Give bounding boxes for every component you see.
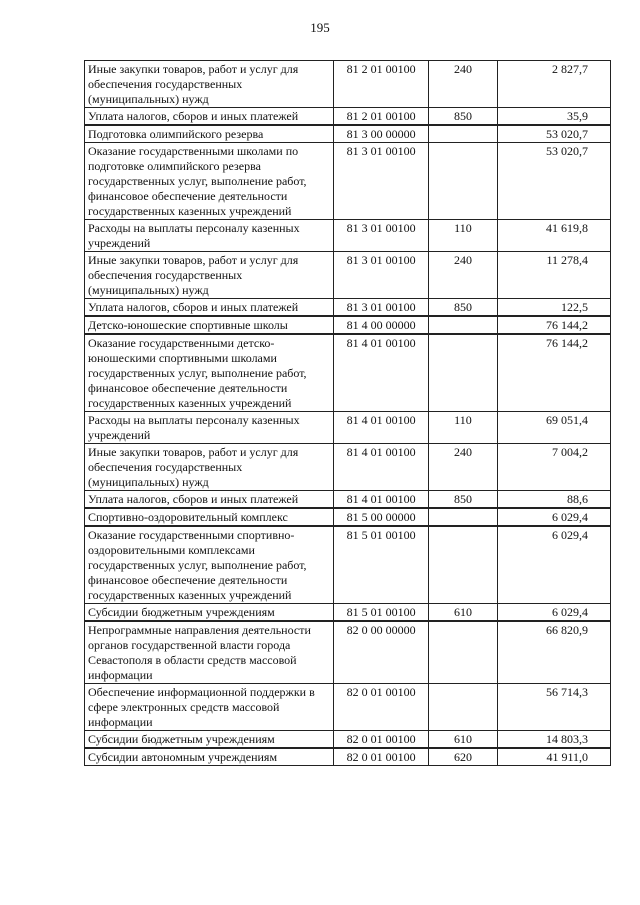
row-type-cell <box>429 526 497 604</box>
row-code-cell: 81 3 01 00100 <box>333 143 429 220</box>
row-code-cell: 81 4 01 00100 <box>333 334 429 412</box>
row-code-cell: 81 3 01 00100 <box>333 220 429 252</box>
row-name-cell: Уплата налогов, сборов и иных платежей <box>85 299 334 317</box>
row-code-cell: 81 2 01 00100 <box>333 108 429 126</box>
row-type-cell: 610 <box>429 731 497 749</box>
budget-table <box>84 60 611 766</box>
row-code-cell: 81 4 00 00000 <box>333 316 429 334</box>
row-name-cell: Спортивно-оздоровительный комплекс <box>85 508 334 526</box>
row-code-cell: 81 2 01 00100 <box>333 61 429 108</box>
table-row <box>85 61 611 108</box>
row-name-cell: Детско-юношеские спортивные школы <box>85 316 334 334</box>
table-row <box>85 684 611 731</box>
row-sum-cell: 35,9 <box>497 108 610 126</box>
table-row <box>85 491 611 509</box>
row-name-cell: Расходы на выплаты персоналу казенных учреждений <box>85 220 334 252</box>
row-code-cell: 81 5 01 00100 <box>333 526 429 604</box>
row-code-cell: 82 0 01 00100 <box>333 731 429 749</box>
row-code-cell: 82 0 00 00000 <box>333 621 429 684</box>
row-name-cell: Иные закупки товаров, работ и услуг для обеспечения государственных (муниципальных) нужд <box>85 444 334 491</box>
row-sum-cell: 122,5 <box>497 299 610 317</box>
table-row <box>85 731 611 749</box>
row-type-cell <box>429 143 497 220</box>
row-sum-cell: 7 004,2 <box>497 444 610 491</box>
row-sum-cell: 6 029,4 <box>497 508 610 526</box>
table-row <box>85 334 611 412</box>
table-row <box>85 748 611 766</box>
row-type-cell: 850 <box>429 491 497 509</box>
row-sum-cell: 69 051,4 <box>497 412 610 444</box>
table-row <box>85 604 611 622</box>
table-row <box>85 252 611 299</box>
row-code-cell: 81 4 01 00100 <box>333 412 429 444</box>
row-name-cell: Оказание государственными школами по подготовке олимпийского резерва государственных услуг, выполнение работ, финансовое обеспечение деятельности государственных казенных учреждений <box>85 143 334 220</box>
row-type-cell: 620 <box>429 748 497 766</box>
row-type-cell <box>429 508 497 526</box>
row-code-cell: 82 0 01 00100 <box>333 748 429 766</box>
row-code-cell: 81 4 01 00100 <box>333 491 429 509</box>
row-type-cell: 110 <box>429 220 497 252</box>
row-name-cell: Уплата налогов, сборов и иных платежей <box>85 108 334 126</box>
table-row <box>85 412 611 444</box>
row-code-cell: 81 3 00 00000 <box>333 125 429 143</box>
row-name-cell: Иные закупки товаров, работ и услуг для обеспечения государственных (муниципальных) нужд <box>85 252 334 299</box>
row-type-cell <box>429 684 497 731</box>
table-row <box>85 621 611 684</box>
row-type-cell: 610 <box>429 604 497 622</box>
table-row <box>85 444 611 491</box>
table-row <box>85 125 611 143</box>
row-sum-cell: 11 278,4 <box>497 252 610 299</box>
page-number: 195 <box>310 20 330 35</box>
row-sum-cell: 6 029,4 <box>497 526 610 604</box>
row-code-cell: 81 5 00 00000 <box>333 508 429 526</box>
row-code-cell: 81 3 01 00100 <box>333 299 429 317</box>
row-sum-cell: 53 020,7 <box>497 143 610 220</box>
row-sum-cell: 76 144,2 <box>497 334 610 412</box>
table-row <box>85 108 611 126</box>
row-name-cell: Субсидии бюджетным учреждениям <box>85 604 334 622</box>
table-row <box>85 508 611 526</box>
row-name-cell: Оказание государственными детско-юношескими спортивными школами государственных услуг, выполнение работ, финансовое обеспечение деятельности государственных казенных учреждений <box>85 334 334 412</box>
row-type-cell <box>429 621 497 684</box>
row-name-cell: Субсидии бюджетным учреждениям <box>85 731 334 749</box>
row-name-cell: Уплата налогов, сборов и иных платежей <box>85 491 334 509</box>
table-row <box>85 316 611 334</box>
row-type-cell: 850 <box>429 299 497 317</box>
row-sum-cell: 88,6 <box>497 491 610 509</box>
row-sum-cell: 41 619,8 <box>497 220 610 252</box>
row-name-cell: Непрограммные направления деятельности органов государственной власти города Севастополя в области средств массовой информации <box>85 621 334 684</box>
row-type-cell: 240 <box>429 61 497 108</box>
row-sum-cell: 6 029,4 <box>497 604 610 622</box>
row-sum-cell: 41 911,0 <box>497 748 610 766</box>
row-type-cell: 110 <box>429 412 497 444</box>
row-type-cell: 850 <box>429 108 497 126</box>
row-sum-cell: 14 803,3 <box>497 731 610 749</box>
row-code-cell: 81 4 01 00100 <box>333 444 429 491</box>
row-sum-cell: 53 020,7 <box>497 125 610 143</box>
table-row <box>85 220 611 252</box>
row-name-cell: Иные закупки товаров, работ и услуг для обеспечения государственных (муниципальных) нужд <box>85 61 334 108</box>
table-body <box>85 61 611 766</box>
row-type-cell: 240 <box>429 444 497 491</box>
row-sum-cell: 56 714,3 <box>497 684 610 731</box>
row-type-cell <box>429 334 497 412</box>
row-type-cell <box>429 316 497 334</box>
row-name-cell: Обеспечение информационной поддержки в сфере электронных средств массовой информации <box>85 684 334 731</box>
row-type-cell: 240 <box>429 252 497 299</box>
table-row <box>85 143 611 220</box>
table-row <box>85 299 611 317</box>
row-name-cell: Расходы на выплаты персоналу казенных учреждений <box>85 412 334 444</box>
table-row <box>85 526 611 604</box>
row-type-cell <box>429 125 497 143</box>
row-code-cell: 81 5 01 00100 <box>333 604 429 622</box>
row-name-cell: Оказание государственными спортивно-оздоровительными комплексами государственных услуг, выполнение работ, финансовое обеспечение деятельности государственных казенных учреждений <box>85 526 334 604</box>
row-sum-cell: 2 827,7 <box>497 61 610 108</box>
row-name-cell: Субсидии автономным учреждениям <box>85 748 334 766</box>
row-name-cell: Подготовка олимпийского резерва <box>85 125 334 143</box>
row-sum-cell: 66 820,9 <box>497 621 610 684</box>
row-sum-cell: 76 144,2 <box>497 316 610 334</box>
row-code-cell: 81 3 01 00100 <box>333 252 429 299</box>
row-code-cell: 82 0 01 00100 <box>333 684 429 731</box>
